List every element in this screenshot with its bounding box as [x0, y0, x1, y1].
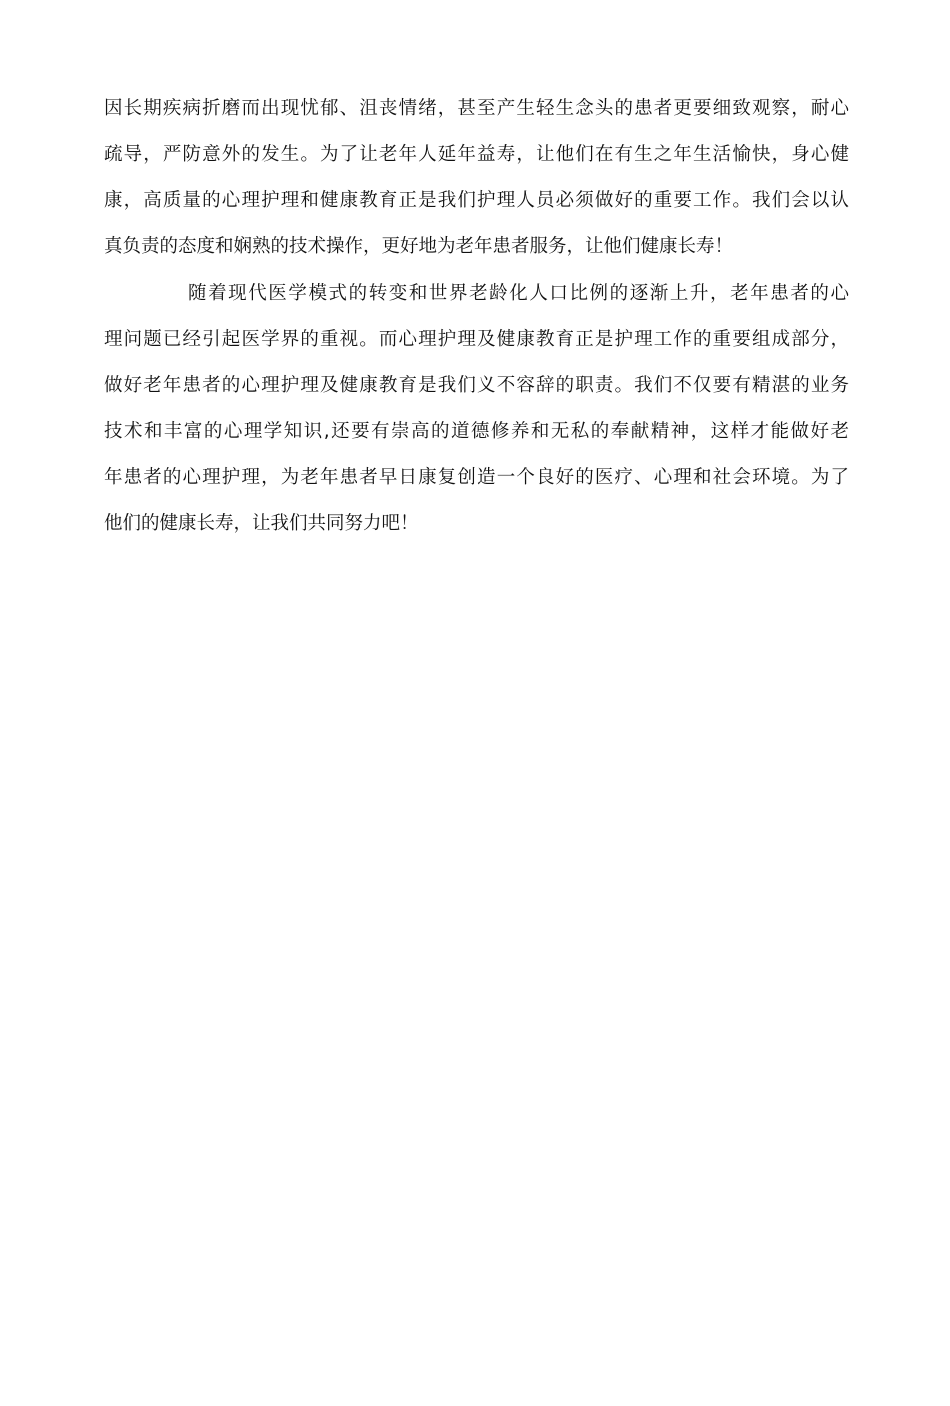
paragraph-2-line-1: 随着现代医学模式的转变和世界老龄化人口比例的逐渐上升，老年患者的心 — [188, 283, 849, 304]
paragraph-2-line-5: 年患者的心理护理，为老年患者早日康复创造一个良好的医疗、心理和社会环境。为了 — [104, 467, 849, 488]
paragraph-1-line-2: 疏导，严防意外的发生。为了让老年人延年益寿，让他们在有生之年生活愉快，身心健 — [104, 144, 849, 165]
paragraph-2-line-4: 技术和丰富的心理学知识,还要有崇高的道德修养和无私的奉献精神，这样才能做好老 — [104, 421, 849, 442]
paragraph-2-line-2: 理问题已经引起医学界的重视。而心理护理及健康教育正是护理工作的重要组成部分， — [104, 329, 849, 350]
paragraph-2-line-6: 他们的健康长寿，让我们共同努力吧！ — [104, 513, 419, 534]
paragraph-1-line-1: 因长期疾病折磨而出现忧郁、沮丧情绪，甚至产生轻生念头的患者更要细致观察，耐心 — [104, 98, 849, 119]
paragraph-2-line-3: 做好老年患者的心理护理及健康教育是我们义不容辞的职责。我们不仅要有精湛的业务 — [104, 375, 849, 396]
paragraph-1-line-3: 康，高质量的心理护理和健康教育正是我们护理人员必须做好的重要工作。我们会以认 — [104, 190, 849, 211]
paragraph-2 — [104, 271, 849, 547]
paragraph-1-line-4: 真负责的态度和娴熟的技术操作，更好地为老年患者服务，让他们健康长寿！ — [104, 236, 734, 257]
paragraph-1 — [104, 86, 849, 270]
